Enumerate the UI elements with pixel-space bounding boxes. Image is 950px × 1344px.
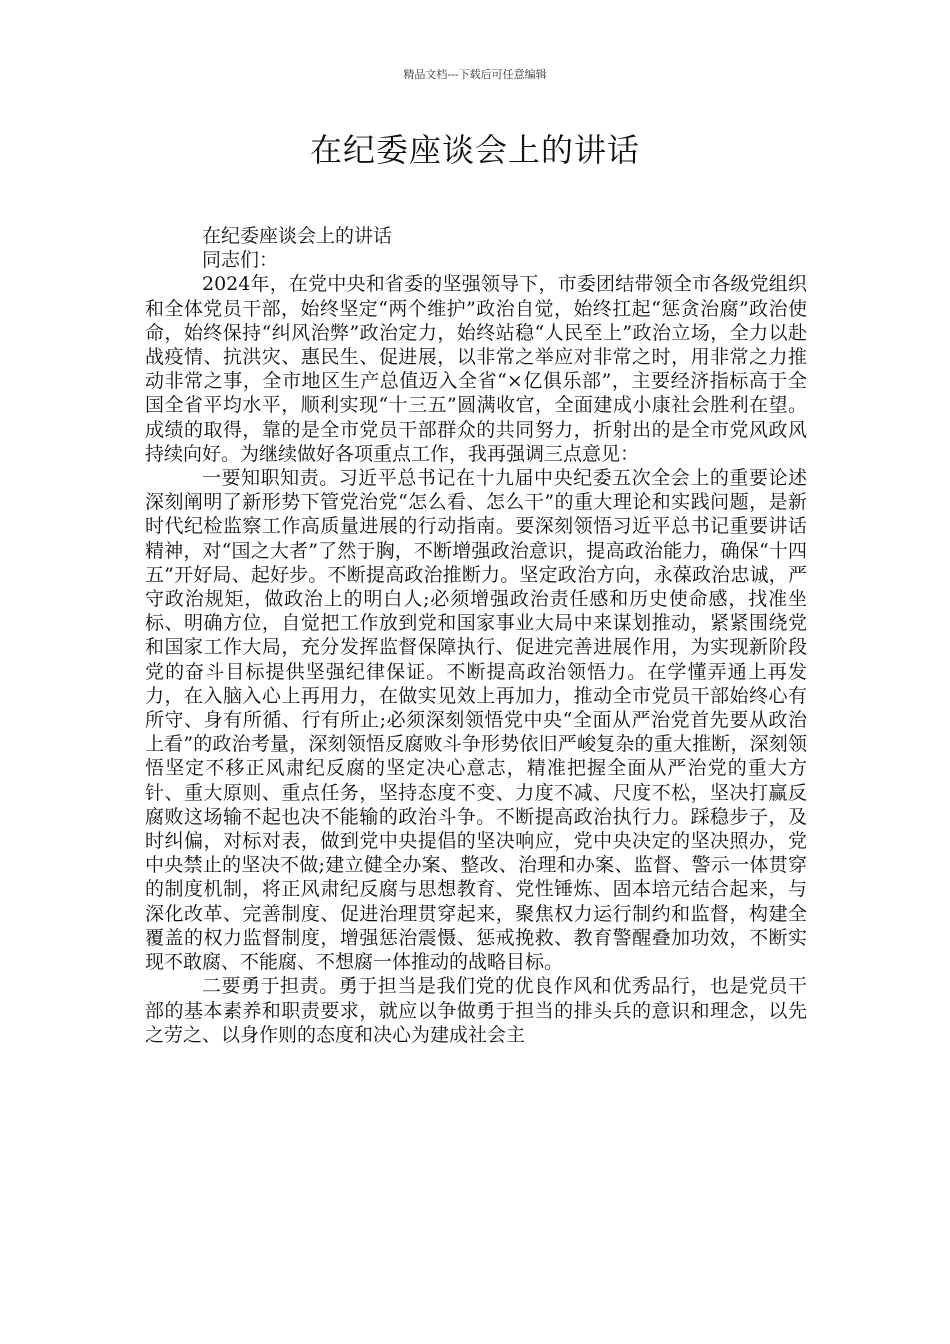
- salutation: 同志们：: [202, 249, 279, 272]
- paragraph-intro: 2024年，在党中央和省委的坚强领导下，市委团结带领全市各级党组织和全体党员干部，始终坚定“两个维护”政治自觉，始终扛起“惩贪治腐”政治使命，始终保持“纠风治弊”政治定力，始终站稳“人民至上”政治立场，全力以赴战疫情、抗洪灾、惠民生、促进展，以非常之举应对非常之时，用非常之力推动非常之事，全市地区生产总值迈入全省“×亿俱乐部”，主要经济指标高于全国全省平均水平，顺利实现“十三五”圆满收官，全面建成小康社会胜利在望。成绩的取得，靠的是全市党员干部群众的共同努力，折射出的是全市党风政风持续向好。为继续做好各项重点工作，我再强调三点意见：: [145, 273, 807, 465]
- document-title: 在纪委座谈会上的讲话: [309, 131, 640, 169]
- header-note: 精品文档---下载后可任意编辑: [403, 68, 547, 81]
- paragraph-point-one: 一要知职知责。习近平总书记在十九届中央纪委五次全会上的重要论述深刻阐明了新形势下管党治党“怎么看、怎么干”的重大理论和实践问题，是新时代纪检监察工作高质量进展的行动指南。要深刻领悟习近平总书记重要讲话精神，对“国之大者”了然于胸，不断增强政治意识，提高政治能力，确保“十四五”开好局、起好步。不断提高政治推断力。坚定政治方向，永葆政治忠诚，严守政治规矩，做政治上的明白人;必须增强政治责任感和历史使命感，找准坐标、明确方位，自觉把工作放到党和国家事业大局中来谋划推动，紧紧围绕党和国家工作大局，充分发挥监督保障执行、促进完善进展作用，为实现新阶段党的奋斗目标提供坚强纪律保证。不断提高政治领悟力。在学懂弄通上再发力，在入脑入心上再用力，在做实见效上再加力，推动全市党员干部始终心有所守、身有所循、行有所止;必须深刻领悟党中央“全面从严治党首先要从政治上看”的政治考量，深刻领悟反腐败斗争形势依旧严峻复杂的重大推断，深刻领悟坚定不移正风肃纪反腐的坚定决心意志，精准把握全面从严治党的重大方针、重大原则、重点任务，坚持态度不变、力度不减、尺度不松，坚决打赢反腐败这场输不起也决不能输的政治斗争。不断提高政治执行力。踩稳步子，及时纠偏，对标对表，做到党中央提倡的坚决响应，党中央决定的坚决照办，党中央禁止的坚决不做;建立健全办案、整改、治理和办案、监督、警示一体贯穿的制度机制，将正风肃纪反腐与思想教育、党性锤炼、固本培元结合起来，与深化改革、完善制度、促进治理贯穿起来，聚焦权力运行制约和监督，构建全覆盖的权力监督制度，增强惩治震慑、惩戒挽救、教育警醒叠加功效，不断实现不敢腐、不能腐、不想腐一体推动的战略目标。: [145, 467, 807, 974]
- paragraph-point-two: 二要勇于担责。勇于担当是我们党的优良作风和优秀品行，也是党员干部的基本素养和职责要求，就应以争做勇于担当的排头兵的意识和理念，以先之劳之、以身作则的态度和决心为建成社会主: [145, 975, 807, 1046]
- document-body: [145, 224, 807, 1047]
- document-subtitle: 在纪委座谈会上的讲话: [202, 225, 393, 247]
